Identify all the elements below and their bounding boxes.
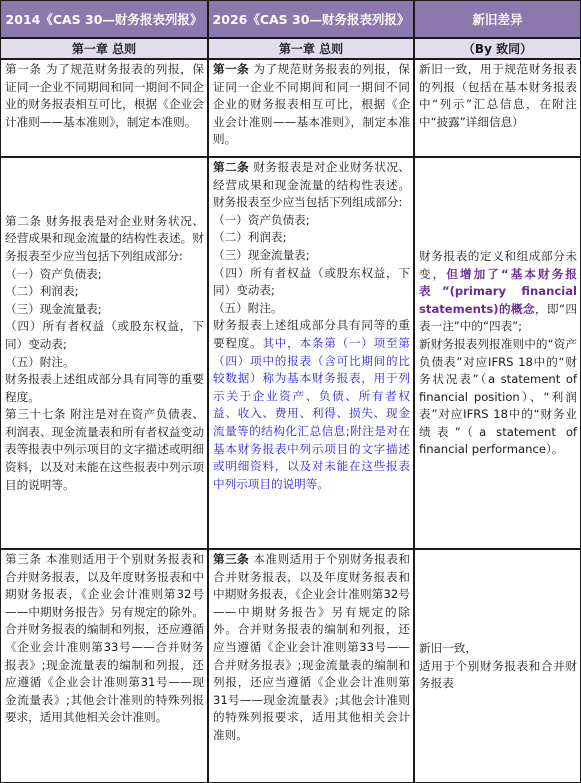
article-2-new-item: （四）所有者权益（或股东权益，下同）变动表; bbox=[213, 265, 410, 298]
article-2-new-item: （二）利润表; bbox=[213, 230, 287, 245]
chapter-2026-label: 第一章 总则 bbox=[278, 42, 344, 56]
article-2-new-highlight: 其中，本条第（一）项至第（四）项中的报表（含可比期间的比较数据）称为基本财务报表，用于列示关于企业资产、负债、所有者权益、收入、费用、利得、损失、现金流量等的结构化汇总信息;附注是对在基本财务报表中列示项目的文字描述或明细资料，以及对未能在这些报表中列示项目的说明等。 bbox=[213, 335, 410, 491]
header-2026-label: 2026《CAS 30—财务报表列报》 bbox=[212, 12, 410, 27]
header-2014-label: 2014《CAS 30—财务报表列报》 bbox=[5, 12, 203, 27]
chapter-2026 bbox=[208, 38, 414, 59]
article-3-new-lead: 第三条 bbox=[213, 552, 250, 566]
article-1-new-text bbox=[213, 61, 410, 149]
article-2-old-item: （五）附注。 bbox=[5, 354, 75, 369]
article-2-old-item: （三）现金流量表; bbox=[5, 301, 102, 316]
chapter-2014 bbox=[0, 38, 208, 59]
article-2-new-intro-text: 财务报表是对企业财务状况、经营成果和现金流量的结构性表述。财务报表至少应当包括下列组成部分: bbox=[213, 160, 410, 210]
article-3-new-text bbox=[213, 551, 410, 745]
article-2-new-outro-text: 财务报表上述组成部分具有同等的重要程度。 bbox=[213, 318, 410, 350]
article-2-old-item: （一）资产负债表; bbox=[5, 266, 102, 281]
article-2-new-lead: 第二条 bbox=[213, 160, 250, 174]
article-2-diff-para2: 新财务报表列报准则中的“资产负债表”对应IFRS 18中的“财务状况表”（a statement of financial position）、“利润表”对应IFRS 18中的“财务业绩表”（a statement of financial performance）。 bbox=[419, 336, 577, 457]
article-3-diff-line1: 新旧一致， bbox=[419, 641, 477, 656]
header-2014 bbox=[0, 0, 208, 38]
article-3-old bbox=[0, 549, 208, 783]
article-1-old bbox=[0, 59, 208, 157]
article-1-new-lead: 第一条 bbox=[213, 62, 250, 76]
article-3-new-rest: 本准则适用于个别财务报表和合并财务报表，以及年度财务报表和中期财务报表，《企业会计准则第32号——中期财务报告》另有规定的除外。合并财务报表的编制和列报，还应当遵循《企业会计准则第33号——合并财务报表》;现金流量表的编制和列报，还应当遵循《企业会计准则第31号——现金流量表》;其他会计准则的特殊列报要求，适用其他相关会计准则。 bbox=[213, 552, 410, 742]
article-3-old-text: 第三条 本准则适用于个别财务报表和合并财务报表，以及年度财务报表和中期财务报表，《企业会计准则第32号——中期财务报告》另有规定的除外。合并财务报表的编制和列报，还应遵循《企业会计准则第33号——合并财务报表》;现金流量表的编制和列报，还应遵循《企业会计准则第31号——现金流量表》;其他会计准则的特殊列报要求，适用其他相关会计准则。 bbox=[5, 552, 204, 725]
article-3-new bbox=[208, 549, 414, 783]
article-2-old bbox=[0, 157, 208, 549]
article-2-new-intro bbox=[213, 159, 410, 212]
article-2-diff-text-tail: ，即“四表一注”中的“四表”; bbox=[419, 301, 577, 334]
article-2-diff bbox=[414, 157, 581, 549]
article-37-old-text: 第三十七条 附注是对在资产负债表、利润表、现金流量表和所有者权益变动表等报表中列示项目的文字描述或明细资料，以及对未能在这些报表中列示项目的说明等。 bbox=[5, 407, 204, 492]
article-1-diff bbox=[414, 59, 581, 157]
article-2-new-item: （五）附注。 bbox=[213, 300, 283, 315]
article-2-old-intro: 第二条 财务报表是对企业财务状况、经营成果和现金流量的结构性表述。财务报表至少应当包括下列组成部分: bbox=[5, 213, 204, 263]
article-1-diff-text: 新旧一致，用于规范财务报表的列报（包括在基本财务报表中“列示”汇总信息，在附注中“披露”详细信息） bbox=[419, 62, 577, 129]
article-1-new bbox=[208, 59, 414, 157]
article-3-diff-line2: 适用于个别财务报表和合并财务报表 bbox=[419, 658, 577, 691]
article-2-new-item: （三）现金流量表; bbox=[213, 247, 310, 262]
article-2-new-item: （一）资产负债表; bbox=[213, 212, 310, 227]
article-1-new-rest: 为了规范财务报表的列报，保证同一企业不同期间和同一期间不同企业的财务报表相互可比，根据《企业会计准则——基本准则》，制定本准则。 bbox=[213, 62, 410, 147]
article-2-old-item: （四）所有者权益（或股东权益，下同）变动表; bbox=[5, 319, 204, 351]
header-diff bbox=[414, 0, 581, 38]
article-3-diff bbox=[414, 549, 581, 783]
article-2-diff-highlight: 但增加了“基本财务报表”(primary financial statements)的概念 bbox=[419, 266, 577, 316]
chapter-credit bbox=[414, 38, 581, 59]
chapter-2014-label: 第一章 总则 bbox=[71, 42, 137, 56]
article-2-diff-para1 bbox=[419, 248, 577, 336]
article-2-new-outro bbox=[213, 317, 410, 493]
article-2-new bbox=[208, 157, 414, 549]
article-1-old-text: 第一条 为了规范财务报表的列报，保证同一企业不同期间和同一期间不同企业的财务报表相互可比，根据《企业会计准则——基本准则》，制定本准则。 bbox=[5, 62, 204, 129]
article-2-diff-text: 财务报表的定义和组成部分未变， bbox=[419, 248, 577, 281]
header-diff-label: 新旧差异 bbox=[472, 12, 523, 27]
article-2-old-outro: 财务报表上述组成部分具有同等的重要程度。 bbox=[5, 372, 204, 404]
article-2-old-item: （二）利润表; bbox=[5, 284, 79, 299]
header-2026 bbox=[208, 0, 414, 38]
chapter-credit-label: （By 致同） bbox=[462, 42, 533, 56]
